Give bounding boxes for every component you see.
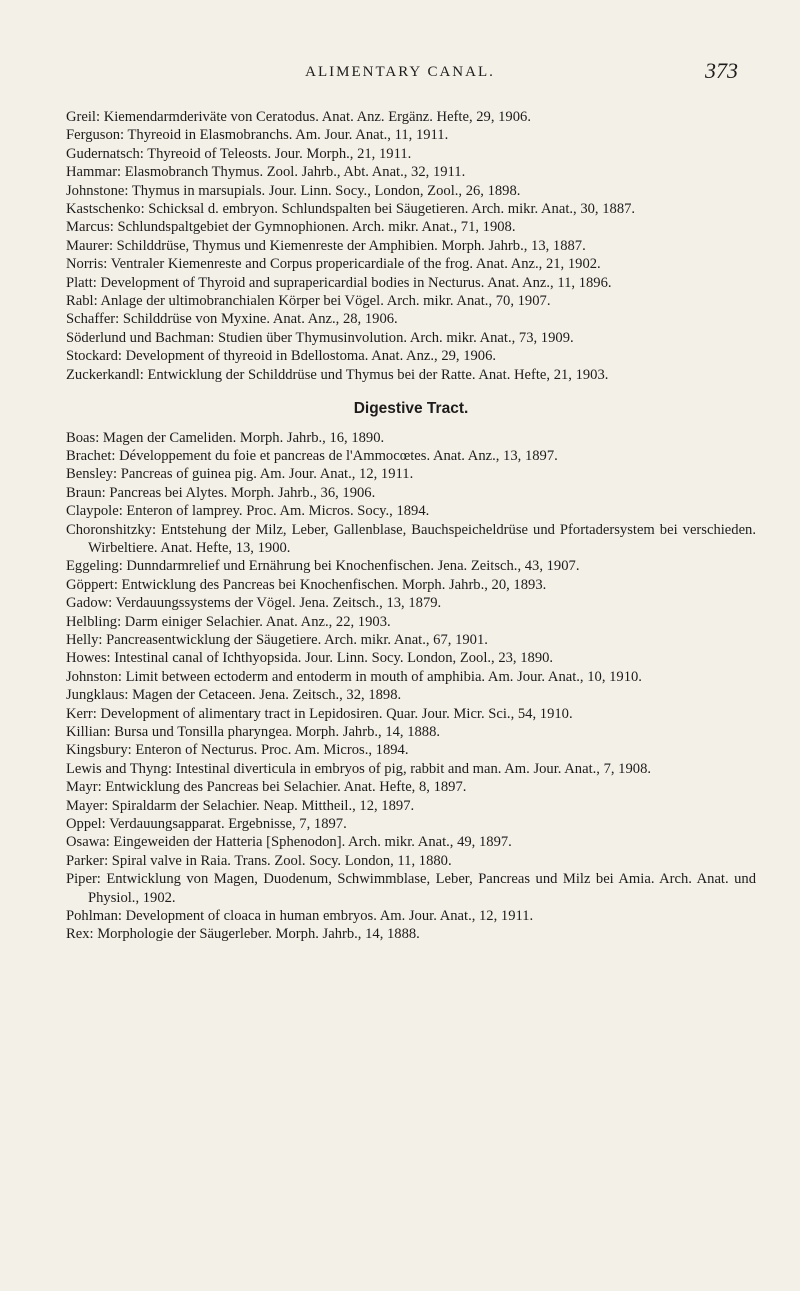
reference-entry: Choronshitzky: Entstehung der Milz, Leber, Gallenblase, Bauchspeicheldrüse und Pfortadersystem bei verschieden. Wirbeltiere. Anat. Hefte, 13, 1900. [66, 521, 756, 556]
reference-entry: Brachet: Développement du foie et pancreas de l'Ammocœtes. Anat. Anz., 13, 1897. [66, 447, 558, 464]
reference-entry: Marcus: Schlundspaltgebiet der Gymnophionen. Arch. mikr. Anat., 71, 1908. [66, 219, 516, 236]
reference-entry: Jungklaus: Magen der Cetaceen. Jena. Zeitsch., 32, 1898. [66, 687, 402, 704]
page-number: 373 [705, 58, 738, 83]
reference-entry: Kastschenko: Schicksal d. embryon. Schlundspalten bei Säugetieren. Arch. mikr. Anat., 30, 1887. [66, 201, 636, 218]
reference-entry: Greil: Kiemendarmderiväte von Ceratodus. Anat. Anz. Ergänz. Hefte, 29, 1906. [66, 109, 531, 125]
running-title: ALIMENTARY CANAL. [305, 64, 495, 80]
page-header [0, 58, 800, 92]
reference-entry: Hammar: Elasmobranch Thymus. Zool. Jahrb., Abt. Anat., 32, 1911. [66, 164, 466, 181]
reference-entry: Parker: Spiral valve in Raia. Trans. Zool. Socy. London, 11, 1880. [66, 852, 452, 869]
bibliography [66, 108, 756, 944]
reference-entry: Rabl: Anlage der ultimobranchialen Körper bei Vögel. Arch. mikr. Anat., 70, 1907. [66, 293, 551, 310]
reference-entry: Söderlund und Bachman: Studien über Thymusinvolution. Arch. mikr. Anat., 73, 1909. [66, 329, 574, 346]
reference-entry: Pohlman: Development of cloaca in human embryos. Am. Jour. Anat., 12, 1911. [66, 908, 534, 925]
reference-entry: Claypole: Enteron of lamprey. Proc. Am. Micros. Socy., 1894. [66, 503, 430, 520]
reference-entry: Platt: Development of Thyroid and suprapericardial bodies in Necturus. Anat. Anz., 11, 1896. [66, 274, 612, 291]
reference-entry: Howes: Intestinal canal of Ichthyopsida. Jour. Linn. Socy. London, Zool., 23, 1890. [66, 650, 554, 667]
thyroid-thymus-reference-list [66, 108, 756, 384]
reference-entry: Zuckerkandl: Entwicklung der Schilddrüse und Thymus bei der Ratte. Anat. Hefte, 21, 1903. [66, 366, 609, 383]
reference-entry: Mayer: Spiraldarm der Selachier. Neap. Mittheil., 12, 1897. [66, 797, 415, 814]
reference-entry: Göppert: Entwicklung des Pancreas bei Knochenfischen. Morph. Jahrb., 20, 1893. [66, 576, 547, 593]
reference-entry: Kerr: Development of alimentary tract in Lepidosiren. Quar. Jour. Micr. Sci., 54, 1910. [66, 705, 573, 722]
reference-entry: Helly: Pancreasentwicklung der Säugetiere. Arch. mikr. Anat., 67, 1901. [66, 631, 488, 648]
reference-entry: Maurer: Schilddrüse, Thymus und Kiemenreste der Amphibien. Morph. Jahrb., 13, 1887. [66, 237, 586, 254]
digestive-tract-reference-list [66, 429, 756, 944]
reference-entry: Gadow: Verdauungssystems der Vögel. Jena. Zeitsch., 13, 1879. [66, 595, 442, 612]
reference-entry: Norris: Ventraler Kiemenreste and Corpus propericardiale of the frog. Anat. Anz., 21, 1902. [66, 256, 601, 273]
reference-entry: Rex: Morphologie der Säugerleber. Morph. Jahrb., 14, 1888. [66, 926, 420, 943]
section-heading: Digestive Tract. [353, 400, 469, 418]
reference-entry: Helbling: Darm einiger Selachier. Anat. Anz., 22, 1903. [66, 613, 391, 630]
reference-entry: Osawa: Eingeweiden der Hatteria [Sphenodon]. Arch. mikr. Anat., 49, 1897. [66, 834, 512, 851]
reference-entry: Schaffer: Schilddrüse von Myxine. Anat. Anz., 28, 1906. [66, 311, 398, 328]
reference-entry: Stockard: Development of thyreoid in Bdellostoma. Anat. Anz., 29, 1906. [66, 348, 497, 365]
reference-entry: Piper: Entwicklung von Magen, Duodenum, Schwimmblase, Leber, Pancreas und Milz bei Amia. Arch. Anat. und Physiol., 1902. [66, 871, 756, 906]
reference-entry: Lewis and Thyng: Intestinal diverticula in embryos of pig, rabbit and man. Am. Jour. Anat., 7, 1908. [66, 760, 652, 777]
reference-entry: Boas: Magen der Cameliden. Morph. Jahrb., 16, 1890. [66, 429, 385, 446]
reference-entry: Mayr: Entwicklung des Pancreas bei Selachier. Anat. Hefte, 8, 1897. [66, 779, 467, 796]
reference-entry: Bensley: Pancreas of guinea pig. Am. Jour. Anat., 12, 1911. [66, 466, 414, 483]
reference-entry: Kingsbury: Enteron of Necturus. Proc. Am. Micros., 1894. [66, 742, 409, 759]
reference-entry: Johnston: Limit between ectoderm and entoderm in mouth of amphibia. Am. Jour. Anat., 10, 1910. [66, 668, 642, 685]
reference-entry: Braun: Pancreas bei Alytes. Morph. Jahrb., 36, 1906. [66, 484, 376, 501]
reference-entry: Ferguson: Thyreoid in Elasmobranchs. Am. Jour. Anat., 11, 1911. [66, 127, 449, 144]
reference-entry: Gudernatsch: Thyreoid of Teleosts. Jour. Morph., 21, 1911. [66, 145, 412, 162]
reference-entry: Oppel: Verdauungsapparat. Ergebnisse, 7, 1897. [66, 816, 347, 833]
reference-entry: Eggeling: Dunndarmrelief und Ernährung bei Knochenfischen. Jena. Zeitsch., 43, 1907. [66, 558, 580, 575]
reference-entry: Killian: Bursa und Tonsilla pharyngea. Morph. Jahrb., 14, 1888. [66, 724, 441, 740]
reference-entry: Johnstone: Thymus in marsupials. Jour. Linn. Socy., London, Zool., 26, 1898. [66, 182, 521, 199]
